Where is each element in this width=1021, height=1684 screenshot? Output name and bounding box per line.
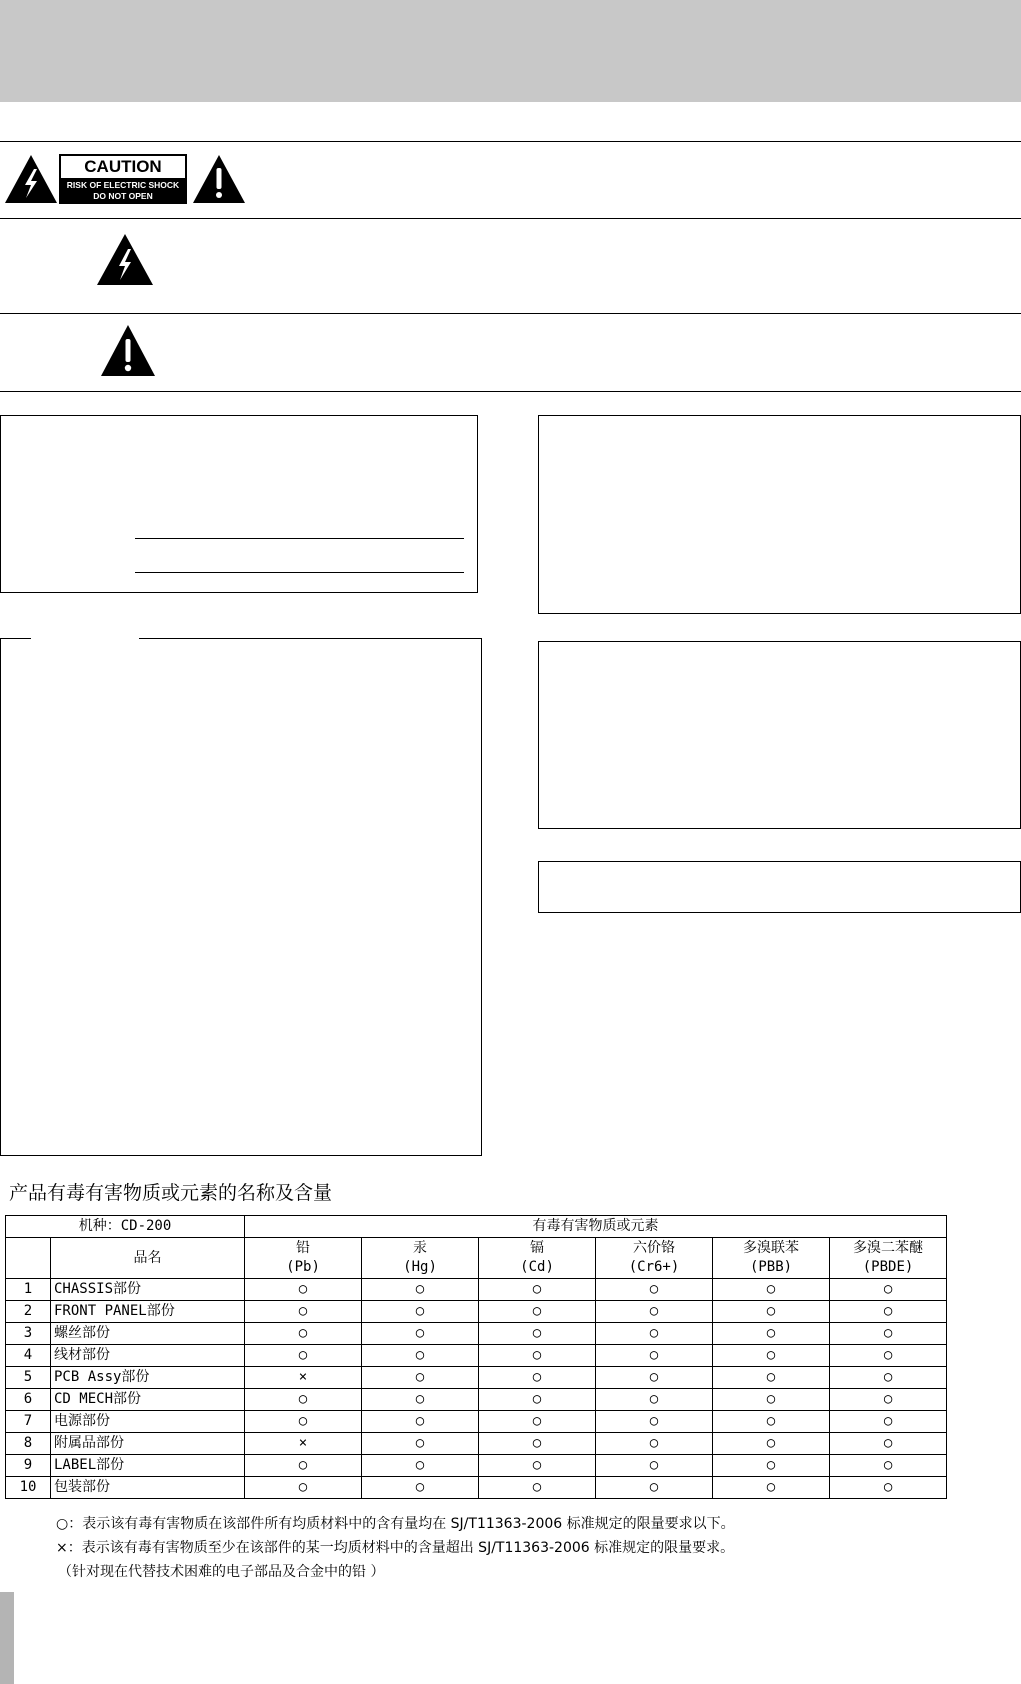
substance-value: ○ [596,1301,713,1323]
table-row [6,1367,947,1389]
substance-value: ○ [830,1301,947,1323]
substance-value: ○ [830,1389,947,1411]
substance-header [830,1238,947,1279]
caution-label-title: CAUTION [61,156,185,178]
substance-value: ○ [362,1411,479,1433]
substance-value: ○ [596,1389,713,1411]
substance-value: ○ [596,1477,713,1499]
model-number-line [135,538,464,539]
rohs-title: 产品有毒有害物质或元素的名称及含量 [9,1182,333,1204]
substance-header [713,1238,830,1279]
substance-value: ○ [245,1455,362,1477]
substance-value: × [245,1433,362,1455]
substance-value: ○ [362,1433,479,1455]
table-row [6,1477,947,1499]
substance-value: ○ [713,1433,830,1455]
part-name: FRONT PANEL部份 [51,1301,245,1323]
substance-header [479,1238,596,1279]
caution-label-line2: DO NOT OPEN [93,191,153,201]
substance-value: ○ [830,1433,947,1455]
substance-value: ○ [479,1477,596,1499]
divider-caution [0,218,1021,219]
row-number: 2 [6,1301,51,1323]
substance-value: ○ [596,1345,713,1367]
part-name: 包装部份 [51,1477,245,1499]
header-band [0,0,1021,102]
substance-value: ○ [479,1389,596,1411]
substance-value: ○ [479,1433,596,1455]
table-header-row [6,1216,947,1238]
caution-label-line1: RISK OF ELECTRIC SHOCK [66,180,180,190]
substance-value: ○ [596,1367,713,1389]
part-name: LABEL部份 [51,1455,245,1477]
divider-top [0,141,1021,142]
substance-value: ○ [830,1411,947,1433]
substance-value: ○ [713,1301,830,1323]
substance-value: ○ [830,1323,947,1345]
substance-symbol: (PBB) [749,1259,793,1275]
row-number: 1 [6,1279,51,1301]
lightning-triangle-icon [4,154,58,204]
exclamation-triangle-icon [192,154,246,204]
substance-value: ○ [596,1433,713,1455]
substance-value: ○ [830,1455,947,1477]
substance-symbol: (Pb) [286,1259,320,1275]
substance-value: ○ [479,1301,596,1323]
substance-value: ○ [713,1411,830,1433]
substance-value: ○ [479,1323,596,1345]
table-row [6,1411,947,1433]
model-serial-box [0,415,478,593]
caution-label [59,154,187,204]
note-circle: ○：表示该有毒有害物质在该部件所有均质材料中的含有量均在 SJ/T11363-2006 标准规定的限量要求以下。 [56,1516,735,1532]
substance-value: ○ [713,1323,830,1345]
rohs-table [5,1215,947,1499]
divider-exclamation [0,391,1021,392]
substance-value: ○ [362,1367,479,1389]
substance-name: 多溴联苯 [743,1240,800,1256]
substance-value: ○ [479,1411,596,1433]
substance-value: ○ [245,1389,362,1411]
rohs-notes [56,1512,735,1584]
substance-symbol: (Cr6+) [628,1259,680,1275]
table-row [6,1345,947,1367]
notice-box-2 [538,641,1021,829]
part-name: 附属品部份 [51,1433,245,1455]
no-header [6,1238,51,1279]
substance-value: ○ [596,1279,713,1301]
part-name: 线材部份 [51,1345,245,1367]
substance-header [596,1238,713,1279]
substance-value: ○ [245,1411,362,1433]
row-number: 6 [6,1389,51,1411]
part-name: PCB Assy部份 [51,1367,245,1389]
substance-value: ○ [479,1345,596,1367]
substance-value: ○ [830,1367,947,1389]
substance-value: ○ [245,1345,362,1367]
substance-header [362,1238,479,1279]
note-cross: ×：表示该有毒有害物质至少在该部件的某一均质材料中的含量超出 SJ/T11363-2006 标准规定的限量要求。 [56,1540,735,1556]
substance-value: × [245,1367,362,1389]
serial-number-line [135,572,464,573]
row-number: 8 [6,1433,51,1455]
substance-value: ○ [245,1477,362,1499]
rohs-table-body [6,1279,947,1499]
model-label: 机种：CD-200 [6,1216,245,1238]
part-name: CD MECH部份 [51,1389,245,1411]
exclamation-triangle-icon [100,324,156,377]
group-header: 有毒有害物质或元素 [245,1216,947,1238]
row-number: 7 [6,1411,51,1433]
table-row [6,1279,947,1301]
substance-name: 汞 [413,1240,428,1256]
box-title-gap [31,636,139,642]
substance-value: ○ [362,1301,479,1323]
substance-value: ○ [362,1389,479,1411]
substance-name: 镉 [530,1240,545,1256]
substance-symbol: (Hg) [403,1259,437,1275]
substance-symbol: (Cd) [520,1259,554,1275]
substance-value: ○ [479,1279,596,1301]
substance-value: ○ [362,1279,479,1301]
substance-name: 六价铬 [633,1240,676,1256]
table-subheader-row [6,1238,947,1279]
substance-value: ○ [713,1389,830,1411]
part-name: 螺丝部份 [51,1323,245,1345]
table-row [6,1389,947,1411]
row-number: 3 [6,1323,51,1345]
row-number: 9 [6,1455,51,1477]
table-row [6,1323,947,1345]
table-row [6,1301,947,1323]
substance-value: ○ [245,1301,362,1323]
substance-name: 铅 [296,1240,311,1256]
substance-header [245,1238,362,1279]
part-name: 电源部份 [51,1411,245,1433]
note-exemption: （针对现在代替技术困难的电子部品及合金中的铅 ） [58,1564,385,1580]
substance-value: ○ [713,1477,830,1499]
item-header: 品名 [51,1238,245,1279]
substance-value: ○ [596,1323,713,1345]
row-number: 10 [6,1477,51,1499]
substance-value: ○ [713,1345,830,1367]
substance-value: ○ [830,1345,947,1367]
table-row [6,1433,947,1455]
notice-box-3 [538,861,1021,913]
notice-box-1 [538,415,1021,614]
substance-value: ○ [713,1367,830,1389]
substance-value: ○ [362,1455,479,1477]
substance-name: 多溴二苯醚 [853,1240,924,1256]
row-number: 4 [6,1345,51,1367]
substance-value: ○ [245,1323,362,1345]
table-row [6,1455,947,1477]
substance-value: ○ [362,1323,479,1345]
lightning-triangle-icon [96,233,154,286]
substance-value: ○ [596,1455,713,1477]
substance-value: ○ [362,1477,479,1499]
row-number: 5 [6,1367,51,1389]
part-name: CHASSIS部份 [51,1279,245,1301]
substance-value: ○ [479,1367,596,1389]
substance-value: ○ [362,1345,479,1367]
substance-value: ○ [713,1455,830,1477]
substance-value: ○ [479,1455,596,1477]
safety-instructions-box [0,638,482,1156]
page-edge-tab [0,1592,14,1684]
substance-symbol: (PBDE) [862,1259,914,1275]
divider-shock [0,313,1021,314]
substance-value: ○ [596,1411,713,1433]
substance-value: ○ [245,1279,362,1301]
substance-value: ○ [830,1477,947,1499]
substance-value: ○ [830,1279,947,1301]
substance-value: ○ [713,1279,830,1301]
